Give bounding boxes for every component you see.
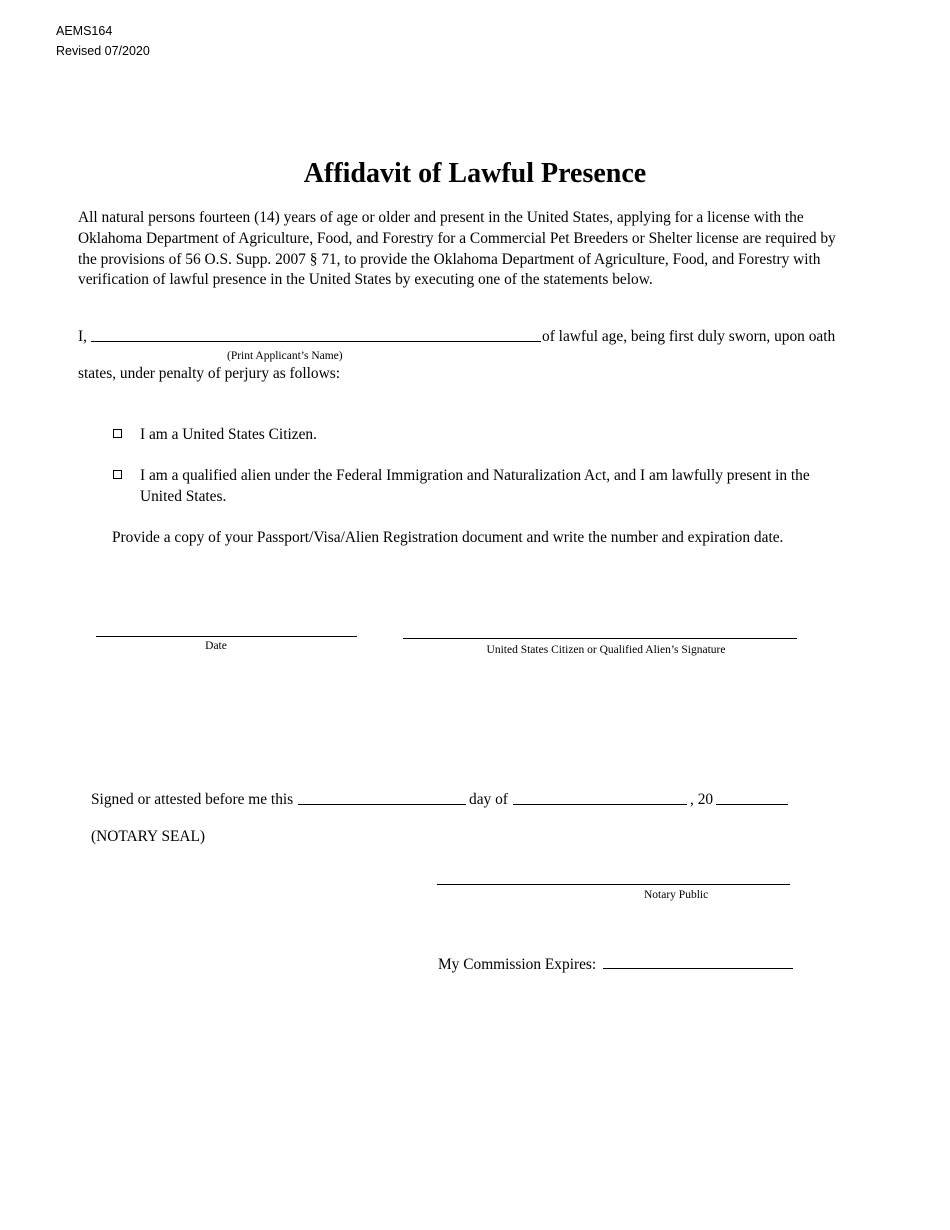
intro-paragraph: All natural persons fourteen (14) years of age or older and present in the United States, applying for a license with the Oklahoma Department of Agriculture, Food, and Forestry for a Commercial Pet Breeders or Shelter license are required by the provisions of 56 O.S. Supp. 2007 § 71, to provide the Oklahoma Department of Agriculture, Food, and Forestry with verification of lawful presence in the United States by executing one of the statements below. — [78, 209, 836, 289]
oath-continuation: states, under penalty of perjury as follows: — [78, 365, 341, 382]
oath-prefix: I, — [78, 328, 87, 345]
applicant-signature-label: United States Citizen or Qualified Alien’s Signature — [486, 644, 726, 656]
oath-suffix: of lawful age, being first duly sworn, upon oath — [542, 328, 836, 345]
notary-day-field[interactable] — [298, 804, 466, 805]
qualified-alien-checkbox[interactable] — [113, 470, 122, 479]
notary-signed-prefix: Signed or attested before me this — [91, 791, 294, 808]
notary-year-field[interactable] — [716, 804, 788, 805]
notary-seal: (NOTARY SEAL) — [91, 828, 206, 845]
commission-expires-label: My Commission Expires: — [438, 956, 597, 973]
notary-year-prefix: , 20 — [690, 791, 714, 808]
form-code: AEMS164 — [56, 24, 113, 38]
commission-expires-field[interactable] — [603, 968, 793, 969]
page-title: Affidavit of Lawful Presence — [303, 158, 647, 189]
revision-date: Revised 07/2020 — [56, 44, 150, 58]
citizen-checkbox[interactable] — [113, 429, 122, 438]
notary-month-field[interactable] — [513, 804, 687, 805]
applicant-signature-field[interactable] — [403, 638, 797, 639]
date-label: Date — [205, 640, 227, 652]
qualified-alien-option-label: I am a qualified alien under the Federal Immigration and Naturalization Act, and I am lawfully present in the United States. — [140, 467, 810, 505]
notary-signature-field[interactable] — [437, 884, 790, 885]
applicant-name-label: (Print Applicant’s Name) — [227, 350, 343, 362]
date-field[interactable] — [96, 636, 357, 637]
notary-public-label: Notary Public — [644, 889, 709, 901]
document-instruction: Provide a copy of your Passport/Visa/Alien Registration document and write the number and expiration date. — [112, 529, 784, 546]
citizen-option-label: I am a United States Citizen. — [140, 426, 317, 443]
notary-day-of: day of — [469, 791, 508, 808]
applicant-name-field[interactable] — [91, 341, 541, 342]
